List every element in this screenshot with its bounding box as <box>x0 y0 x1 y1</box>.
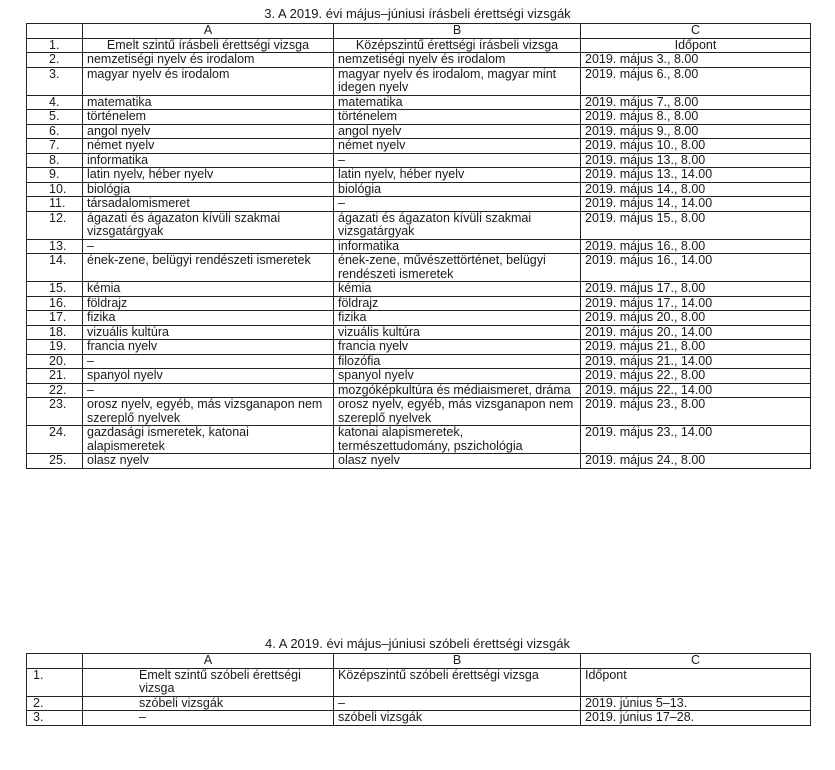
exam-date: 2019. június 5–13. <box>581 696 811 711</box>
intermediate-level-subject: olasz nyelv <box>334 454 581 469</box>
row-number: 23. <box>27 398 83 426</box>
row-number: 17. <box>27 311 83 326</box>
table-row <box>27 383 811 398</box>
advanced-level-subject: – <box>83 711 334 726</box>
row-number: 4. <box>27 95 83 110</box>
column-letter: C <box>581 24 811 39</box>
advanced-level-subject: gazdasági ismeretek, katonai alapismeretek <box>83 426 334 454</box>
exam-date: 2019. május 13., 14.00 <box>581 168 811 183</box>
table-row <box>27 354 811 369</box>
exam-date: 2019. május 8., 8.00 <box>581 110 811 125</box>
intermediate-level-subject: biológia <box>334 182 581 197</box>
advanced-level-subject: szóbeli vizsgák <box>83 696 334 711</box>
intermediate-level-subject: filozófia <box>334 354 581 369</box>
advanced-level-subject: földrajz <box>83 296 334 311</box>
row-number: 1. <box>27 38 83 53</box>
table-row <box>27 53 811 68</box>
table-row <box>27 454 811 469</box>
corner-cell <box>27 24 83 39</box>
header-advanced-level: Emelt szintű szóbeli érettségi vizsga <box>83 668 334 696</box>
advanced-level-subject: biológia <box>83 182 334 197</box>
intermediate-level-subject: kémia <box>334 282 581 297</box>
advanced-level-subject: matematika <box>83 95 334 110</box>
corner-cell <box>27 654 83 669</box>
table-row <box>27 325 811 340</box>
intermediate-level-subject: nemzetiségi nyelv és irodalom <box>334 53 581 68</box>
advanced-level-subject: történelem <box>83 110 334 125</box>
exam-date: 2019. május 23., 8.00 <box>581 398 811 426</box>
row-number: 1. <box>27 668 83 696</box>
advanced-level-subject: kémia <box>83 282 334 297</box>
intermediate-level-subject: francia nyelv <box>334 340 581 355</box>
oral-exams-table <box>26 653 811 726</box>
row-number: 8. <box>27 153 83 168</box>
intermediate-level-subject: német nyelv <box>334 139 581 154</box>
row-number: 2. <box>27 696 83 711</box>
exam-date: 2019. május 14., 14.00 <box>581 197 811 212</box>
intermediate-level-subject: vizuális kultúra <box>334 325 581 340</box>
exam-date: 2019. május 24., 8.00 <box>581 454 811 469</box>
exam-date: 2019. május 7., 8.00 <box>581 95 811 110</box>
advanced-level-subject: ének-zene, belügyi rendészeti ismeretek <box>83 254 334 282</box>
exam-date: 2019. május 16., 8.00 <box>581 239 811 254</box>
advanced-level-subject: ágazati és ágazaton kívüli szakmai vizsgatárgyak <box>83 211 334 239</box>
table-row <box>27 95 811 110</box>
table-row <box>27 311 811 326</box>
column-letter: B <box>334 654 581 669</box>
advanced-level-subject: fizika <box>83 311 334 326</box>
exam-date: 2019. május 20., 8.00 <box>581 311 811 326</box>
exam-date: 2019. május 9., 8.00 <box>581 124 811 139</box>
table-row <box>27 254 811 282</box>
table-row <box>27 426 811 454</box>
exam-date: 2019. május 21., 14.00 <box>581 354 811 369</box>
row-number: 3. <box>27 67 83 95</box>
table-row <box>27 211 811 239</box>
intermediate-level-subject: mozgóképkultúra és médiaismeret, dráma <box>334 383 581 398</box>
advanced-level-subject: – <box>83 239 334 254</box>
intermediate-level-subject: magyar nyelv és irodalom, magyar mint idegen nyelv <box>334 67 581 95</box>
exam-date: 2019. május 23., 14.00 <box>581 426 811 454</box>
advanced-level-subject: orosz nyelv, egyéb, más vizsganapon nem szereplő nyelvek <box>83 398 334 426</box>
header-advanced-level: Emelt szintű írásbeli érettségi vizsga <box>83 38 334 53</box>
advanced-level-subject: német nyelv <box>83 139 334 154</box>
row-number: 2. <box>27 53 83 68</box>
table-row <box>27 139 811 154</box>
table-row <box>27 67 811 95</box>
table-row <box>27 197 811 212</box>
header-date: Időpont <box>581 38 811 53</box>
advanced-level-subject: társadalomismeret <box>83 197 334 212</box>
row-number: 11. <box>27 197 83 212</box>
row-number: 18. <box>27 325 83 340</box>
exam-date: 2019. május 22., 8.00 <box>581 369 811 384</box>
advanced-level-subject: magyar nyelv és irodalom <box>83 67 334 95</box>
row-number: 15. <box>27 282 83 297</box>
advanced-level-subject: informatika <box>83 153 334 168</box>
table-row <box>27 398 811 426</box>
advanced-level-subject: angol nyelv <box>83 124 334 139</box>
table-row <box>27 182 811 197</box>
exam-date: 2019. május 21., 8.00 <box>581 340 811 355</box>
intermediate-level-subject: angol nyelv <box>334 124 581 139</box>
exam-date: 2019. május 20., 14.00 <box>581 325 811 340</box>
column-letter: B <box>334 24 581 39</box>
advanced-level-subject: latin nyelv, héber nyelv <box>83 168 334 183</box>
column-letter: C <box>581 654 811 669</box>
exam-date: 2019. május 17., 8.00 <box>581 282 811 297</box>
advanced-level-subject: vizuális kultúra <box>83 325 334 340</box>
column-letter-row <box>27 654 811 669</box>
exam-date: 2019. június 17–28. <box>581 711 811 726</box>
exam-date: 2019. május 15., 8.00 <box>581 211 811 239</box>
intermediate-level-subject: – <box>334 197 581 212</box>
intermediate-level-subject: latin nyelv, héber nyelv <box>334 168 581 183</box>
table-row <box>27 168 811 183</box>
column-letter: A <box>83 24 334 39</box>
advanced-level-subject: olasz nyelv <box>83 454 334 469</box>
row-number: 25. <box>27 454 83 469</box>
table-row <box>27 282 811 297</box>
row-number: 20. <box>27 354 83 369</box>
advanced-level-subject: spanyol nyelv <box>83 369 334 384</box>
table-row <box>27 124 811 139</box>
intermediate-level-subject: katonai alapismeretek, természettudomány, pszichológia <box>334 426 581 454</box>
row-number: 21. <box>27 369 83 384</box>
table-row <box>27 110 811 125</box>
row-number: 9. <box>27 168 83 183</box>
row-number: 3. <box>27 711 83 726</box>
intermediate-level-subject: matematika <box>334 95 581 110</box>
exam-date: 2019. május 6., 8.00 <box>581 67 811 95</box>
header-intermediate-level: Középszintű érettségi írásbeli vizsga <box>334 38 581 53</box>
exam-date: 2019. május 16., 14.00 <box>581 254 811 282</box>
header-date: Időpont <box>581 668 811 696</box>
header-row <box>27 668 811 696</box>
row-number: 10. <box>27 182 83 197</box>
table-row <box>27 340 811 355</box>
row-number: 14. <box>27 254 83 282</box>
table-row <box>27 239 811 254</box>
header-row <box>27 38 811 53</box>
advanced-level-subject: nemzetiségi nyelv és irodalom <box>83 53 334 68</box>
advanced-level-subject: francia nyelv <box>83 340 334 355</box>
exam-date: 2019. május 10., 8.00 <box>581 139 811 154</box>
exam-date: 2019. május 13., 8.00 <box>581 153 811 168</box>
intermediate-level-subject: – <box>334 153 581 168</box>
intermediate-level-subject: földrajz <box>334 296 581 311</box>
table-row <box>27 153 811 168</box>
row-number: 5. <box>27 110 83 125</box>
header-intermediate-level: Középszintű szóbeli érettségi vizsga <box>334 668 581 696</box>
intermediate-level-subject: történelem <box>334 110 581 125</box>
column-letter-row <box>27 24 811 39</box>
table-row <box>27 296 811 311</box>
intermediate-level-subject: – <box>334 696 581 711</box>
advanced-level-subject: – <box>83 383 334 398</box>
row-number: 6. <box>27 124 83 139</box>
table-row <box>27 696 811 711</box>
row-number: 7. <box>27 139 83 154</box>
intermediate-level-subject: ágazati és ágazaton kívüli szakmai vizsgatárgyak <box>334 211 581 239</box>
table-row <box>27 711 811 726</box>
written-exams-table <box>26 23 811 469</box>
exam-date: 2019. május 17., 14.00 <box>581 296 811 311</box>
column-letter: A <box>83 654 334 669</box>
intermediate-level-subject: orosz nyelv, egyéb, más vizsganapon nem szereplő nyelvek <box>334 398 581 426</box>
exam-date: 2019. május 3., 8.00 <box>581 53 811 68</box>
row-number: 19. <box>27 340 83 355</box>
table1-caption: 3. A 2019. évi május–júniusi írásbeli érettségi vizsgák <box>264 6 571 21</box>
row-number: 16. <box>27 296 83 311</box>
row-number: 22. <box>27 383 83 398</box>
row-number: 24. <box>27 426 83 454</box>
exam-date: 2019. május 22., 14.00 <box>581 383 811 398</box>
table-row <box>27 369 811 384</box>
exam-date: 2019. május 14., 8.00 <box>581 182 811 197</box>
intermediate-level-subject: szóbeli vizsgák <box>334 711 581 726</box>
intermediate-level-subject: ének-zene, művészettörténet, belügyi rendészeti ismeretek <box>334 254 581 282</box>
row-number: 13. <box>27 239 83 254</box>
table2-caption: 4. A 2019. évi május–júniusi szóbeli érettségi vizsgák <box>265 636 570 651</box>
row-number: 12. <box>27 211 83 239</box>
advanced-level-subject: – <box>83 354 334 369</box>
intermediate-level-subject: spanyol nyelv <box>334 369 581 384</box>
intermediate-level-subject: fizika <box>334 311 581 326</box>
intermediate-level-subject: informatika <box>334 239 581 254</box>
